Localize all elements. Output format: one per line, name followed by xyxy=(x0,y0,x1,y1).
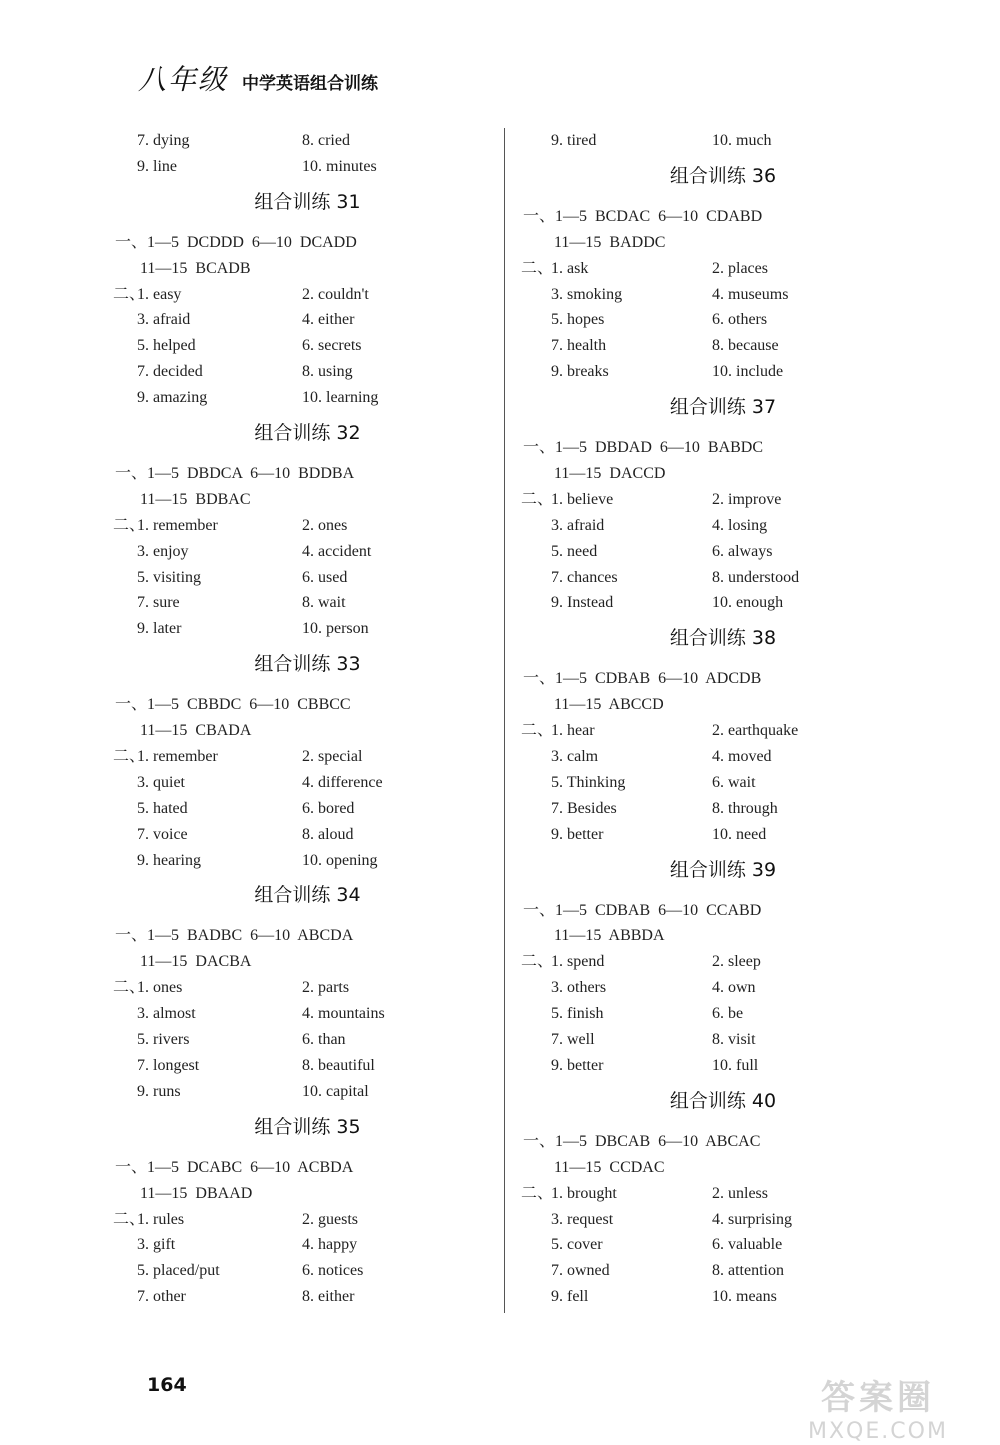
answer-item: 7. sure xyxy=(137,594,180,612)
page-header xyxy=(138,58,378,98)
answer-item: 8. understood xyxy=(712,568,800,586)
answer-item: 9. hearing xyxy=(137,851,201,869)
part-prefix: 二、 xyxy=(113,748,146,766)
fill-in-answer-row xyxy=(523,1001,923,1027)
answer-item: 8. cried xyxy=(302,132,350,149)
answer-item: 6. bored xyxy=(302,799,355,817)
answer-item: 10. learning xyxy=(302,389,379,407)
multiple-choice-answers: 一、1—5 DBDCA 6—10 BDDBA xyxy=(115,465,355,483)
answer-item: 3. gift xyxy=(137,1236,176,1254)
answer-item: 1. believe xyxy=(551,490,614,508)
multiple-choice-answers: 11—15 CBADA xyxy=(140,722,252,740)
section-title: 组合训练 32 xyxy=(254,422,361,445)
answer-item: 9. Instead xyxy=(551,594,614,612)
right-answer-column xyxy=(523,128,923,1310)
multiple-choice-answers: 11—15 ABCCD xyxy=(554,696,664,714)
fill-in-answer-row xyxy=(115,1232,500,1258)
section-title: 组合训练 33 xyxy=(254,653,361,676)
multiple-choice-answers: 一、1—5 CDBAB 6—10 ADCDB xyxy=(523,670,762,688)
fill-in-answer-row xyxy=(523,1181,923,1207)
fill-in-answer-row xyxy=(115,359,500,385)
answer-item: 1. brought xyxy=(551,1184,617,1202)
fill-in-answer-row xyxy=(115,539,500,565)
section-title: 组合训练 37 xyxy=(669,396,777,419)
multiple-choice-answers: 一、1—5 DCABC 6—10 ACBDA xyxy=(115,1158,354,1176)
answer-item: 3. almost xyxy=(137,1005,196,1023)
answer-item: 7. owned xyxy=(551,1262,610,1280)
multiple-choice-answers: 一、1—5 DBDAD 6—10 BABDC xyxy=(523,439,764,457)
part-prefix: 二、 xyxy=(521,259,554,277)
fill-in-answer-row xyxy=(115,1258,500,1284)
answer-item: 4. mountains xyxy=(302,1005,385,1023)
multiple-choice-answers: 11—15 DBAAD xyxy=(140,1184,253,1202)
fill-in-answer-row xyxy=(115,822,500,848)
fill-in-answer-row xyxy=(523,539,923,565)
fill-in-answer-row xyxy=(523,770,923,796)
part-prefix: 二、 xyxy=(521,722,554,740)
answer-item: 5. need xyxy=(551,542,598,560)
answer-item: 3. enjoy xyxy=(137,542,189,560)
answer-item: 2. sleep xyxy=(712,953,761,971)
answer-item: 1. rules xyxy=(137,1210,185,1228)
answer-item: 1. hear xyxy=(551,722,595,740)
section-title: 组合训练 31 xyxy=(254,190,361,213)
answer-item: 4. either xyxy=(302,311,355,329)
answer-item: 5. hopes xyxy=(551,311,605,329)
answer-item: 9. better xyxy=(551,1056,604,1074)
fill-in-answer-row xyxy=(115,1001,500,1027)
answer-item: 10. much xyxy=(712,132,772,149)
answer-item: 7. well xyxy=(551,1031,595,1049)
answer-item: 1. easy xyxy=(137,285,182,303)
part-prefix: 二、 xyxy=(113,1210,146,1228)
answer-item: 3. afraid xyxy=(551,516,605,534)
book-title: 中学英语组合训练 xyxy=(242,74,379,94)
answer-item: 8. either xyxy=(302,1288,355,1306)
part-prefix: 二、 xyxy=(113,979,146,997)
fill-in-answer-row xyxy=(523,1232,923,1258)
answer-item: 5. helped xyxy=(137,337,196,355)
answer-item: 9. line xyxy=(137,157,177,175)
answer-item: 8. through xyxy=(712,799,778,817)
fill-in-answer-row xyxy=(115,770,500,796)
answer-item: 10. need xyxy=(712,825,767,843)
answer-item: 6. secrets xyxy=(302,337,362,355)
answer-item: 6. than xyxy=(302,1031,346,1049)
answer-item: 2. special xyxy=(302,748,363,766)
fill-in-answer-row xyxy=(115,154,500,180)
multiple-choice-answers: 11—15 BCADB xyxy=(140,259,251,277)
answer-item: 2. unless xyxy=(712,1184,768,1202)
answer-item: 5. hated xyxy=(137,799,188,817)
answer-item: 6. be xyxy=(712,1005,744,1023)
section-title: 组合训练 40 xyxy=(669,1089,777,1112)
part-prefix: 二、 xyxy=(113,285,146,303)
fill-in-answer-row xyxy=(523,487,923,513)
answer-item: 5. Thinking xyxy=(551,773,626,791)
answer-item: 3. afraid xyxy=(137,311,191,329)
answer-item: 3. others xyxy=(551,979,607,997)
multiple-choice-answers: 一、1—5 DBCAB 6—10 ABCAC xyxy=(523,1132,761,1150)
fill-in-answer-row xyxy=(523,333,923,359)
multiple-choice-answers: 一、1—5 DCDDD 6—10 DCADD xyxy=(115,233,357,251)
fill-in-answer-row xyxy=(523,1027,923,1053)
fill-in-answer-row xyxy=(115,565,500,591)
answer-item: 7. decided xyxy=(137,363,203,381)
answer-item: 9. runs xyxy=(137,1082,181,1100)
answer-item: 9. later xyxy=(137,620,182,638)
answer-item: 1. remember xyxy=(137,516,218,534)
answer-item: 7. other xyxy=(137,1288,186,1306)
answer-item: 9. tired xyxy=(551,132,597,149)
multiple-choice-answers: 一、1—5 CDBAB 6—10 CCABD xyxy=(523,901,762,919)
answer-item: 8. wait xyxy=(302,594,346,612)
answer-item: 9. fell xyxy=(551,1288,589,1306)
answer-item: 1. ask xyxy=(551,259,589,277)
answer-item: 8. visit xyxy=(712,1031,756,1049)
answer-item: 9. better xyxy=(551,825,604,843)
answer-item: 1. spend xyxy=(551,953,605,971)
fill-in-answer-row xyxy=(523,949,923,975)
fill-in-answer-row xyxy=(523,359,923,385)
fill-in-answer-row xyxy=(115,1284,500,1310)
answer-item: 1. ones xyxy=(137,979,183,997)
answer-item: 10. full xyxy=(712,1056,759,1074)
fill-in-answer-row xyxy=(115,333,500,359)
fill-in-answer-row xyxy=(115,796,500,822)
fill-in-answer-row xyxy=(115,385,500,411)
fill-in-answer-row xyxy=(115,1053,500,1079)
fill-in-answer-row xyxy=(523,1258,923,1284)
fill-in-answer-row xyxy=(523,565,923,591)
fill-in-answer-row xyxy=(523,256,923,282)
fill-in-answer-row xyxy=(523,975,923,1001)
answer-item: 8. beautiful xyxy=(302,1056,375,1074)
answer-item: 3. calm xyxy=(551,748,599,766)
column-divider xyxy=(504,128,505,1313)
fill-in-answer-row xyxy=(115,1207,500,1233)
fill-in-answer-row xyxy=(115,307,500,333)
answer-item: 4. museums xyxy=(712,285,789,303)
answer-item: 10. minutes xyxy=(302,157,377,175)
fill-in-answer-row xyxy=(115,616,500,642)
part-prefix: 二、 xyxy=(521,953,554,971)
answer-item: 2. couldn't xyxy=(302,285,369,303)
part-prefix: 二、 xyxy=(113,516,146,534)
answer-item: 5. cover xyxy=(551,1236,603,1254)
multiple-choice-answers: 11—15 DACBA xyxy=(140,953,252,971)
fill-in-answer-row xyxy=(523,307,923,333)
answer-item: 1. remember xyxy=(137,748,218,766)
fill-in-answer-row xyxy=(115,590,500,616)
multiple-choice-answers: 一、1—5 CBBDC 6—10 CBBCC xyxy=(115,696,351,714)
multiple-choice-answers: 11—15 DACCD xyxy=(554,465,666,483)
page-number: 164 xyxy=(147,1374,187,1396)
answer-item: 4. moved xyxy=(712,748,772,766)
fill-in-answer-row xyxy=(115,128,500,154)
answer-item: 9. amazing xyxy=(137,389,208,407)
answer-item: 9. breaks xyxy=(551,363,609,381)
answer-item: 10. person xyxy=(302,620,369,638)
section-title: 组合训练 36 xyxy=(669,164,777,187)
multiple-choice-answers: 11—15 BDBAC xyxy=(140,490,251,508)
multiple-choice-answers: 一、1—5 BCDAC 6—10 CDABD xyxy=(523,207,763,225)
fill-in-answer-row xyxy=(115,1027,500,1053)
answer-item: 10. include xyxy=(712,363,784,381)
answer-item: 10. opening xyxy=(302,851,378,869)
answer-item: 2. guests xyxy=(302,1210,358,1228)
fill-in-answer-row xyxy=(115,282,500,308)
section-title: 组合训练 39 xyxy=(669,858,777,881)
answer-item: 6. valuable xyxy=(712,1236,783,1254)
multiple-choice-answers: 11—15 CCDAC xyxy=(554,1158,665,1176)
fill-in-answer-row xyxy=(115,744,500,770)
answer-item: 2. ones xyxy=(302,516,348,534)
multiple-choice-answers: 一、1—5 BADBC 6—10 ABCDA xyxy=(115,927,354,945)
answer-item: 5. visiting xyxy=(137,568,202,586)
answer-item: 6. wait xyxy=(712,773,756,791)
answer-item: 2. improve xyxy=(712,490,782,508)
answer-item: 10. capital xyxy=(302,1082,369,1100)
answer-item: 4. losing xyxy=(712,516,768,534)
answer-item: 7. Besides xyxy=(551,799,617,817)
answer-item: 8. aloud xyxy=(302,825,354,843)
fill-in-answer-row xyxy=(523,513,923,539)
answer-item: 6. always xyxy=(712,542,773,560)
left-answer-column xyxy=(115,128,500,1310)
answer-item: 6. used xyxy=(302,568,348,586)
grade-label: 八年级 xyxy=(138,63,229,96)
answer-item: 8. attention xyxy=(712,1262,784,1280)
answer-item: 3. smoking xyxy=(551,285,623,303)
answer-item: 7. chances xyxy=(551,568,618,586)
fill-in-answer-row xyxy=(115,848,500,874)
fill-in-answer-row xyxy=(523,282,923,308)
answer-item: 2. earthquake xyxy=(712,722,799,740)
fill-in-answer-row xyxy=(523,718,923,744)
answer-item: 7. health xyxy=(551,337,607,355)
answer-item: 4. difference xyxy=(302,773,383,791)
fill-in-answer-row xyxy=(523,590,923,616)
part-prefix: 二、 xyxy=(521,1184,554,1202)
section-title: 组合训练 34 xyxy=(254,884,361,907)
part-prefix: 二、 xyxy=(521,490,554,508)
answer-item: 10. enough xyxy=(712,594,784,612)
answer-item: 2. places xyxy=(712,259,768,277)
answer-item: 3. quiet xyxy=(137,773,185,791)
answer-item: 3. request xyxy=(551,1210,614,1228)
multiple-choice-answers: 11—15 ABBDA xyxy=(554,927,665,945)
answer-item: 8. using xyxy=(302,363,353,381)
fill-in-answer-row xyxy=(523,1053,923,1079)
section-title: 组合训练 35 xyxy=(254,1115,361,1138)
watermark-logo: 答案圈 MXQE.COM xyxy=(808,1378,948,1444)
answer-item: 5. placed/put xyxy=(137,1262,220,1280)
fill-in-answer-row xyxy=(115,513,500,539)
multiple-choice-answers: 11—15 BADDC xyxy=(554,233,666,251)
fill-in-answer-row xyxy=(523,796,923,822)
fill-in-answer-row xyxy=(523,1284,923,1310)
answer-item: 5. finish xyxy=(551,1005,604,1023)
answer-item: 8. because xyxy=(712,337,779,355)
answer-item: 7. voice xyxy=(137,825,188,843)
answer-item: 7. longest xyxy=(137,1056,200,1074)
section-title: 组合训练 38 xyxy=(669,627,777,650)
fill-in-answer-row xyxy=(523,744,923,770)
answer-item: 5. rivers xyxy=(137,1031,190,1049)
answer-item: 4. own xyxy=(712,979,756,997)
answer-item: 6. notices xyxy=(302,1262,364,1280)
answer-item: 2. parts xyxy=(302,979,350,997)
answer-item: 4. accident xyxy=(302,542,372,560)
answer-item: 6. others xyxy=(712,311,768,329)
answer-item: 7. dying xyxy=(137,132,190,149)
answer-item: 10. means xyxy=(712,1288,777,1306)
fill-in-answer-row xyxy=(115,975,500,1001)
fill-in-answer-row xyxy=(523,822,923,848)
fill-in-answer-row xyxy=(115,1079,500,1105)
answer-item: 4. happy xyxy=(302,1236,358,1254)
fill-in-answer-row xyxy=(523,1207,923,1233)
answer-item: 4. surprising xyxy=(712,1210,792,1228)
fill-in-answer-row xyxy=(523,128,923,154)
